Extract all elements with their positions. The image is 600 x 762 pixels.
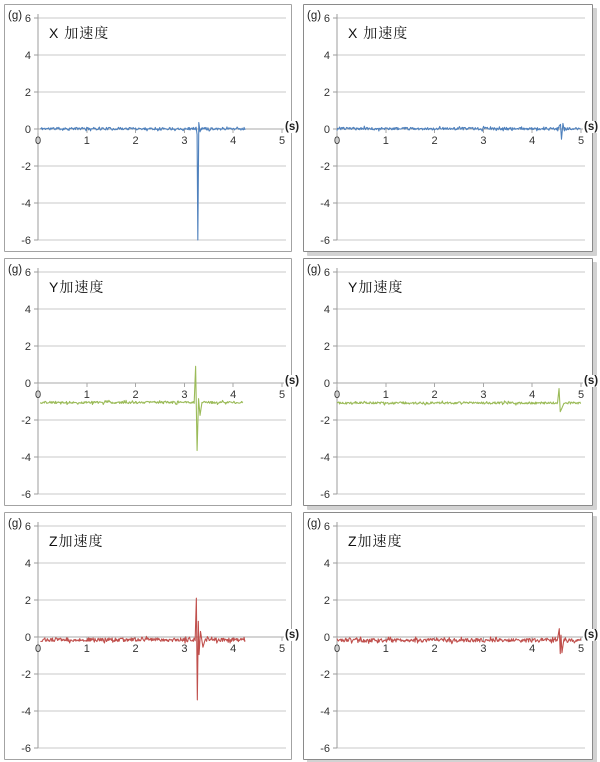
svg-text:2: 2 xyxy=(431,643,438,655)
svg-text:-2: -2 xyxy=(320,415,330,427)
svg-text:0: 0 xyxy=(333,643,341,655)
svg-text:6: 6 xyxy=(323,13,330,25)
svg-text:1: 1 xyxy=(382,643,389,655)
svg-text:2: 2 xyxy=(132,643,139,655)
x-axis-unit-label: (s) xyxy=(584,375,599,387)
svg-text:0: 0 xyxy=(323,378,330,390)
svg-text:6: 6 xyxy=(24,267,31,279)
chart-canvas-y-right xyxy=(304,259,590,503)
svg-text:-4: -4 xyxy=(21,452,31,464)
svg-text:0: 0 xyxy=(34,643,42,655)
svg-text:0: 0 xyxy=(323,632,330,644)
svg-text:3: 3 xyxy=(480,135,487,147)
chart-panel-z-accel-right xyxy=(303,512,599,760)
chart-title: Z加速度 xyxy=(348,533,403,549)
chart-canvas-z-left xyxy=(5,513,289,757)
y-axis-unit-label: (g) xyxy=(8,518,23,530)
chart-title: Y加速度 xyxy=(49,279,105,295)
y-axis-unit-label: (g) xyxy=(8,264,23,276)
svg-text:-4: -4 xyxy=(320,706,330,718)
chart-title: Z加速度 xyxy=(49,533,104,549)
svg-text:5: 5 xyxy=(577,643,585,655)
svg-text:2: 2 xyxy=(431,135,438,147)
svg-text:6: 6 xyxy=(24,521,31,533)
chart-panel-y-accel-left xyxy=(4,258,300,506)
svg-text:6: 6 xyxy=(24,13,31,25)
svg-text:2: 2 xyxy=(24,87,31,99)
chart-panel-x-accel-left xyxy=(4,4,300,252)
svg-text:5: 5 xyxy=(278,643,286,655)
svg-text:1: 1 xyxy=(83,135,90,147)
chart-canvas-z-right xyxy=(304,513,590,757)
svg-text:2: 2 xyxy=(24,341,31,353)
svg-text:2: 2 xyxy=(323,341,330,353)
svg-text:-2: -2 xyxy=(320,669,330,681)
svg-text:5: 5 xyxy=(577,389,585,401)
chart-canvas-y-left xyxy=(5,259,289,503)
svg-text:2: 2 xyxy=(24,595,31,607)
svg-text:-6: -6 xyxy=(320,743,330,755)
svg-text:3: 3 xyxy=(480,389,487,401)
svg-text:1: 1 xyxy=(83,643,90,655)
svg-text:4: 4 xyxy=(529,643,536,655)
y-axis-unit-label: (g) xyxy=(307,10,322,22)
svg-text:-2: -2 xyxy=(21,669,31,681)
svg-text:4: 4 xyxy=(230,389,237,401)
chart-title: X 加速度 xyxy=(49,25,110,41)
svg-text:-2: -2 xyxy=(21,161,31,173)
chart-canvas-x-left xyxy=(5,5,289,249)
svg-text:-6: -6 xyxy=(320,235,330,247)
svg-text:-4: -4 xyxy=(21,706,31,718)
chart-title: X 加速度 xyxy=(348,25,409,41)
svg-text:0: 0 xyxy=(34,389,42,401)
svg-text:0: 0 xyxy=(323,124,330,136)
y-axis-unit-label: (g) xyxy=(8,10,23,22)
svg-text:4: 4 xyxy=(529,389,536,401)
svg-text:4: 4 xyxy=(24,558,31,570)
svg-text:-2: -2 xyxy=(320,161,330,173)
svg-text:2: 2 xyxy=(132,389,139,401)
svg-text:5: 5 xyxy=(278,135,286,147)
svg-text:1: 1 xyxy=(382,135,389,147)
svg-text:6: 6 xyxy=(323,521,330,533)
svg-text:2: 2 xyxy=(431,389,438,401)
x-axis-unit-label: (s) xyxy=(584,121,599,133)
svg-text:2: 2 xyxy=(132,135,139,147)
svg-text:-4: -4 xyxy=(320,198,330,210)
svg-text:1: 1 xyxy=(382,389,389,401)
svg-text:-2: -2 xyxy=(21,415,31,427)
svg-text:5: 5 xyxy=(278,389,286,401)
svg-text:4: 4 xyxy=(323,304,330,316)
svg-text:4: 4 xyxy=(230,643,237,655)
svg-text:-6: -6 xyxy=(21,743,31,755)
svg-text:4: 4 xyxy=(323,558,330,570)
svg-text:2: 2 xyxy=(323,595,330,607)
x-axis-unit-label: (s) xyxy=(285,629,300,641)
svg-text:0: 0 xyxy=(333,389,341,401)
x-axis-unit-label: (s) xyxy=(285,375,300,387)
chart-canvas-x-right xyxy=(304,5,590,249)
chart-panel-y-accel-right xyxy=(303,258,599,506)
svg-text:-4: -4 xyxy=(21,198,31,210)
svg-text:3: 3 xyxy=(480,643,487,655)
svg-text:-4: -4 xyxy=(320,452,330,464)
chart-title: Y加速度 xyxy=(348,279,404,295)
svg-text:4: 4 xyxy=(323,50,330,62)
svg-text:0: 0 xyxy=(24,632,31,644)
svg-text:4: 4 xyxy=(529,135,536,147)
svg-text:5: 5 xyxy=(577,135,585,147)
chart-panel-z-accel-left xyxy=(4,512,300,760)
y-axis-unit-label: (g) xyxy=(307,518,322,530)
svg-text:3: 3 xyxy=(181,389,188,401)
x-axis-unit-label: (s) xyxy=(285,121,300,133)
y-axis-unit-label: (g) xyxy=(307,264,322,276)
svg-text:2: 2 xyxy=(323,87,330,99)
svg-text:0: 0 xyxy=(34,135,42,147)
svg-text:0: 0 xyxy=(24,124,31,136)
chart-panel-x-accel-right xyxy=(303,4,599,252)
svg-text:-6: -6 xyxy=(21,235,31,247)
x-axis-unit-label: (s) xyxy=(584,629,599,641)
svg-text:3: 3 xyxy=(181,643,188,655)
svg-text:3: 3 xyxy=(181,135,188,147)
svg-text:4: 4 xyxy=(230,135,237,147)
svg-text:0: 0 xyxy=(24,378,31,390)
svg-text:6: 6 xyxy=(323,267,330,279)
svg-text:4: 4 xyxy=(24,304,31,316)
svg-text:4: 4 xyxy=(24,50,31,62)
svg-text:-6: -6 xyxy=(320,489,330,501)
svg-text:1: 1 xyxy=(83,389,90,401)
svg-text:0: 0 xyxy=(333,135,341,147)
svg-text:-6: -6 xyxy=(21,489,31,501)
